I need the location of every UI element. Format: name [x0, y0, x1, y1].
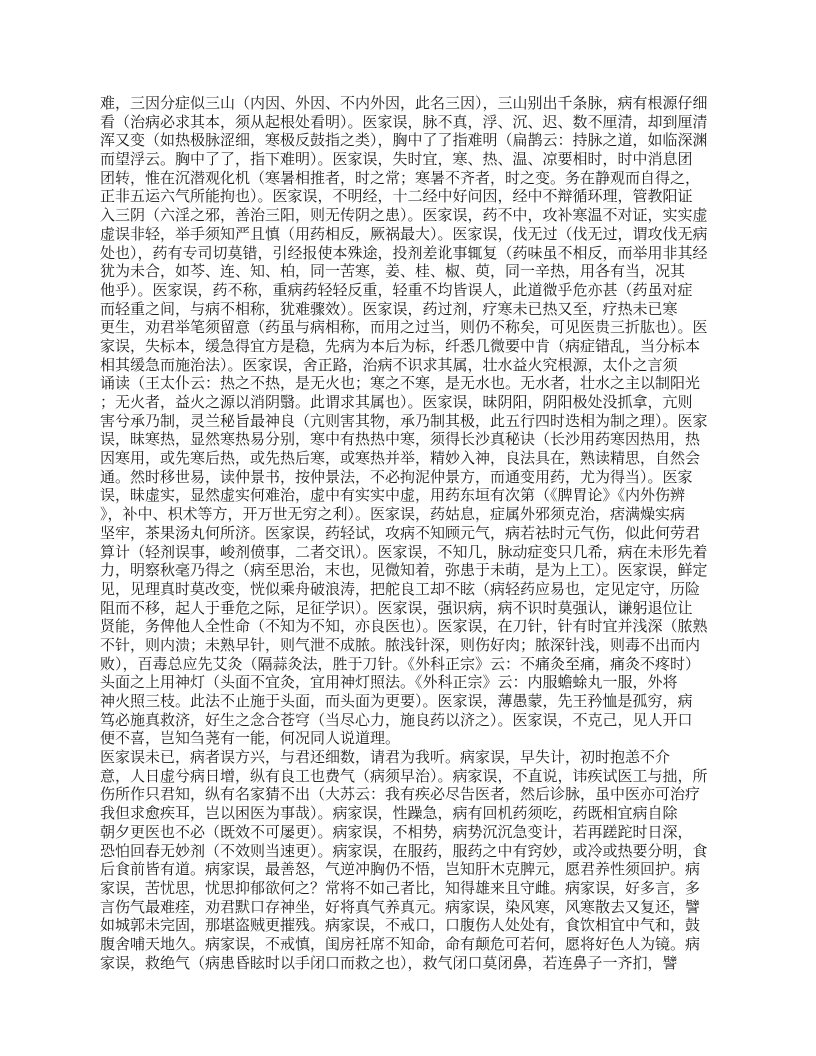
text-line: 家误，救绝气（病患昏眩时以手闭口而救之也），救气闭口莫闭鼻，若连鼻子一齐扪，譬 — [100, 955, 678, 972]
text-line: 浑又变（如热极脉涩细，寒极反鼓指之类），胸中了了指难明（扁鹊云：持脉之道，如临深渊 — [100, 133, 708, 150]
text-line: 犹为未合，如芩、连、知、柏，同一苦寒，姜、桂、椒、萸，同一辛热，用各有当，况其 — [100, 264, 686, 281]
text-line: 》，补中、枳术等方，开万世无穷之利）。医家误，药姑息，症属外邪须克治，痞满燥实病 — [100, 507, 686, 524]
paragraph — [100, 749, 740, 973]
text-line: 不针，则内溃；未熟早针，则气泄不成脓。脓浅针深，则伤好肉；脓深针浅，则毒不出而内 — [100, 637, 701, 654]
text-line: 见，见理真时莫改变，恍似乘舟破浪涛，把舵良工却不眩（病轻药应易也，定见定守，历险 — [100, 581, 701, 598]
text-line: 入三阴（六淫之邪，善治三阳，则无传阴之患）。医家误，药不中，攻补寒温不对证，实实虚 — [100, 208, 708, 225]
text-line: 团转，惟在沉潜观化机（寒暑相推者，时之常；寒暑不齐者，时之变。务在静观而自得之， — [100, 170, 701, 187]
text-line: 诵读（王太仆云：热之不热，是无火也；寒之不寒，是无水也。无水者，壮水之主以制阳光 — [100, 376, 701, 393]
text-line: 难，三因分症似三山（内因、外因、不内外因，此名三因），三山别出千条脉，病有根源仔细 — [100, 96, 708, 112]
text-line: 虚误非轻，举手须知严且慎（用药相反，厥祸最大）。医家误，伐无过（伐无过，谓攻伐无病 — [100, 226, 708, 243]
text-line: 而轻重之间，与病不相称，犹难骤效）。医家误，药过剂，疗寒未已热又至，疗热未已寒 — [100, 301, 678, 318]
text-line: 阻而不移，起人于垂危之际，足征学识）。医家误，强识病，病不识时莫强认，谦躬退位让 — [100, 600, 693, 617]
text-line: 看（治病必求其本，须从起根处看明）。医家误，脉不真，浮、沉、迟、数不厘清，却到厘清 — [100, 114, 708, 131]
text-line: 腹舍哺天地久。病家误，不戒慎，闺房衽席不知命，命有颠危可若何，愿将好色人为镜。病 — [100, 936, 701, 953]
text-line: 误，昧寒热，显然寒热易分别，寒中有热热中寒，须得长沙真秘诀（长沙用药寒因热用，热 — [100, 432, 701, 449]
text-line: 笃必施真救济，好生之念合苍穹（当尽心力，施良药以济之）。医家误，不克己，见人开口 — [100, 712, 693, 729]
text-line: 后食前皆有道。病家误，最善怒，气逆冲胸仍不悟，岂知肝木克脾元，愿君养性须回护。病 — [100, 862, 701, 879]
text-line: 算计（轻剂误事，峻剂偾事，二者交讯）。医家误，不知几，脉动症变只几希，病在未形先着 — [100, 544, 708, 561]
text-line: 家误，苦忧思，忧思抑郁欲何之？常将不如己者比，知得雄来且守雌。病家误，好多言，多 — [100, 880, 701, 897]
text-line: 通。然时移世易，读仲景书，按仲景法，不必拘泥仲景方，而通变用药，尤为得当）。医家 — [100, 469, 693, 486]
text-line: 家误，失标本，缓急得宜方是稳，先病为本后为标，纤悉几微要中肯（病症错乱，当分标本 — [100, 338, 701, 355]
text-line: 处也），药有专司切莫错，引经报使本殊途，投剂差讹事辄复（药味虽不相反，而举用非其经 — [100, 245, 708, 262]
text-line: 我但求愈疾耳，岂以困医为事哉）。病家误，性躁急，病有回机药须吃，药既相宜病自除 — [100, 806, 678, 823]
text-line: ；无火者，益火之源以消阴翳。此谓求其属也）。医家误，昧阴阳，阴阳极处没抓拿，亢则 — [100, 395, 693, 411]
text-line: 而望浮云。胸中了了，指下难明）。医家误，失时宜，寒、热、温、凉要相时，时中消息团 — [100, 152, 693, 169]
text-line: 相其缓急而施治法）。医家误，舍正路，治病不识求其属，壮水益火究根源，太仆之言须 — [100, 357, 678, 374]
text-line: 正非五运六气所能拘也）。医家误，不明经，十二经中好问因，经中不辩循环理，管教阳证 — [100, 189, 693, 206]
text-line: 伤所作只君知，纵有名家猜不出（大苏云：我有疾必尽告医者，然后诊脉，虽中医亦可治疗 — [100, 787, 701, 804]
text-line: 败），百毒总应先艾灸（隔蒜灸法，胜于刀针。《外科正宗》云：不痛灸至痛，痛灸不疼时） — [100, 656, 701, 673]
text-line: 如城郭未完固，那堪盗贼更摧残。病家误，不戒口，口腹伤人处处有，食饮相宜中气和，鼓 — [100, 918, 701, 935]
text-line: 坚牢，茶果汤丸何所济。医家误，药轻试，攻病不知顾元气，病若祛时元气伤，似此何劳君 — [100, 525, 701, 542]
text-line: 神火照三枝。此法不止施于头面，而头面为更要）。医家误，薄愚蒙，先王矜恤是孤穷，病 — [100, 694, 693, 710]
text-line: 言伤气最难痊，劝君默口存神坐，好将真气养真元。病家误，染风寒，风寒散去又复还，譬 — [100, 899, 701, 916]
text-line: 力，明察秋毫乃得之（病至思治，末也，见微知着，弥患于未萌，是为上工）。医家误，鲜定 — [100, 563, 708, 580]
body-text — [100, 95, 740, 973]
text-line: 他乎）。医家误，药不称，重病药轻轻反重，轻重不均皆误人，此道微乎危亦甚（药虽对症 — [100, 282, 693, 299]
text-line: 头面之上用神灯（头面不宜灸，宜用神灯照法。《外科正宗》云：内服蟾蜍丸一服，外将 — [100, 675, 678, 692]
text-line: 恐怕回春无妙剂（不效则当速更）。病家误，在服药，服药之中有窍妙，或冷或热要分明，食 — [100, 843, 708, 860]
text-line: 贤能，务俾他人全性命（不知为不知，亦良医也）。医家误，在刀针，针有时宜并浅深（脓熟 — [100, 619, 708, 636]
text-line: 便不喜，岂知刍荛有一能，何况同人说道理。 — [100, 731, 401, 748]
text-line: 医家误未已，病者误方兴，与君还细数，请君为我听。病家误，早失计，初时抱恙不介 — [100, 750, 671, 767]
text-line: 害兮承乃制，灵兰秘旨最神良（亢则害其物，承乃制其极，此五行四时迭相为制之理）。医家 — [100, 413, 708, 430]
text-line: 误，昧虚实，显然虚实何难治，虚中有实实中虚，用药东垣有次第（《脾胃论》《内外伤辨 — [100, 488, 686, 505]
paragraph — [100, 95, 740, 749]
text-line: 意，人日虚兮病日增，纵有良工也费气（病须早治）。病家误，不直说，讳疾试医工与拙，所 — [100, 768, 708, 785]
text-line: 更生，劝君举笔须留意（药虽与病相称，而用之过当，则仍不称矣，可见医贵三折肱也）。医 — [100, 320, 708, 337]
text-line: 因寒用，或先寒后热，或先热后寒，或寒热并举，精妙入神，良法具在，熟读精思，自然会 — [100, 451, 701, 468]
text-line: 朝夕更医也不必（既效不可屡更）。病家误，不相势，病势沉沉急变计，若再蹉跎时日深， — [100, 824, 693, 841]
